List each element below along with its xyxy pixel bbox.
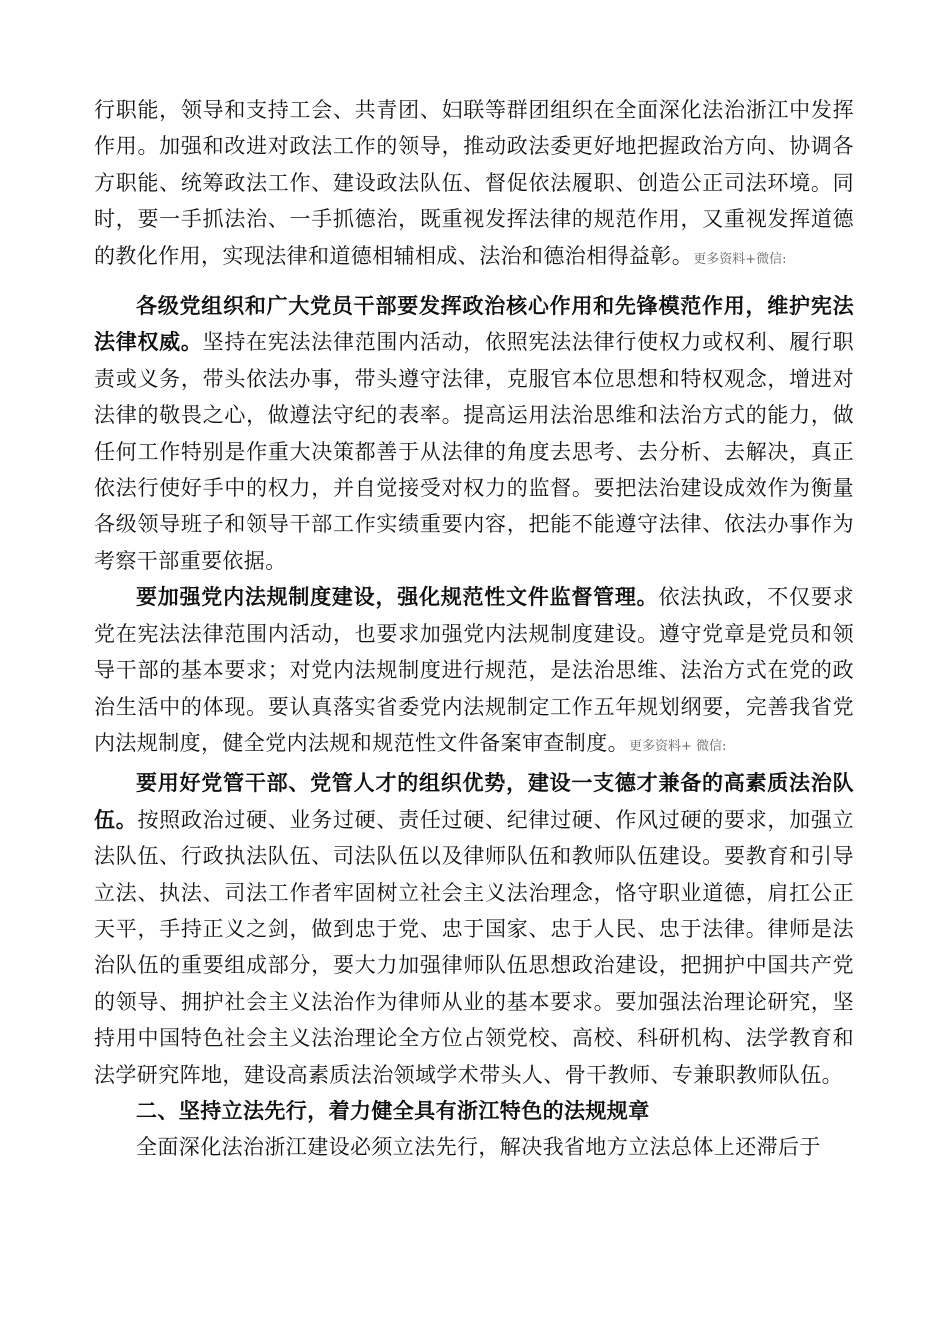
paragraph-2-lead: 各级党组织和广大党员干部要发挥政治核心作用和先锋模范作用，维护宪法法律权威。 bbox=[94, 293, 854, 355]
paragraph-3-lead: 要加强党内法规制度建设，强化规范性文件监督管理。 bbox=[136, 584, 659, 610]
paragraph-4-lead: 要用好党管干部、党管人才的组织优势，建设一支德才兼备的高素质法治队伍。 bbox=[94, 770, 854, 832]
document-page bbox=[94, 92, 854, 1166]
paragraph-1 bbox=[94, 92, 854, 278]
paragraph-3 bbox=[94, 579, 854, 765]
wechat-note-1: 更多资料+微信: bbox=[693, 251, 787, 267]
paragraph-5 bbox=[94, 1129, 854, 1165]
wechat-note-2: 更多资料+ 微信: bbox=[629, 738, 727, 754]
paragraph-5-text: 全面深化法治浙江建设必须立法先行，解决我省地方立法总体上还滞后于 bbox=[136, 1135, 821, 1160]
paragraph-gap bbox=[94, 278, 854, 288]
paragraph-1-text: 行职能，领导和支持工会、共青团、妇联等群团组织在全面深化法治浙江中发挥作用。加强和改进对政法工作的领导，推动政法委更好地把握政治方向、协调各方职能、统筹政法工作、建设政法队伍、督促依法履职、创造公正司法环境。同时，要一手抓法治、一手抓德治，既重视发挥法律的规范作用，又重视发挥道德的教化作用，实现法律和道德相辅相成、法治和德治相得益彰。 bbox=[94, 98, 854, 268]
paragraph-3-text: 依法执政，不仅要求党在宪法法律范围内活动，也要求加强党内法规制度建设。遵守党章是党员和领导干部的基本要求；对党内法规制度进行规范，是法治思维、法治方式在党的政治生活中的体现。要认真落实省委党内法规制定工作五年规划纲要，完善我省党内法规制度，健全党内法规和规范性文件备案审查制度。 bbox=[94, 585, 854, 755]
paragraph-4-text: 按照政治过硬、业务过硬、责任过硬、纪律过硬、作风过硬的要求，加强立法队伍、行政执法队伍、司法队伍以及律师队伍和教师队伍建设。要教育和引导立法、执法、司法工作者牢固树立社会主义法治理念，恪守职业道德，肩扛公正天平，手持正义之剑，做到忠于党、忠于国家、忠于人民、忠于法律。律师是法治队伍的重要组成部分，要大力加强律师队伍思想政治建设，把拥护中国共产党的领导、拥护社会主义法治作为律师从业的基本要求。要加强法治理论研究，坚持用中国特色社会主义法治理论全方位占领党校、高校、科研机构、法学教育和法学研究阵地，建设高素质法治领域学术带头人、骨干教师、专兼职教师队伍。 bbox=[94, 807, 854, 1087]
section-heading: 二、坚持立法先行，着力健全具有浙江特色的法规规章 bbox=[136, 1097, 650, 1123]
paragraph-2 bbox=[94, 288, 854, 579]
paragraph-2-text: 坚持在宪法法律范围内活动，依照宪法法律行使权力或权利、履行职责或义务，带头依法办事，带头遵守法律，克服官本位思想和特权观念，增进对法律的敬畏之心，做遵法守纪的表率。提高运用法治思维和法治方式的能力，做任何工作特别是作重大决策都善于从法律的角度去思考、去分析、去解决，真正依法行使好手中的权力，并自觉接受对权力的监督。要把法治建设成效作为衡量各级领导班子和领导干部工作实绩重要内容，把能不能遵守法律、依法办事作为考察干部重要依据。 bbox=[94, 330, 855, 573]
paragraph-4 bbox=[94, 765, 854, 1093]
